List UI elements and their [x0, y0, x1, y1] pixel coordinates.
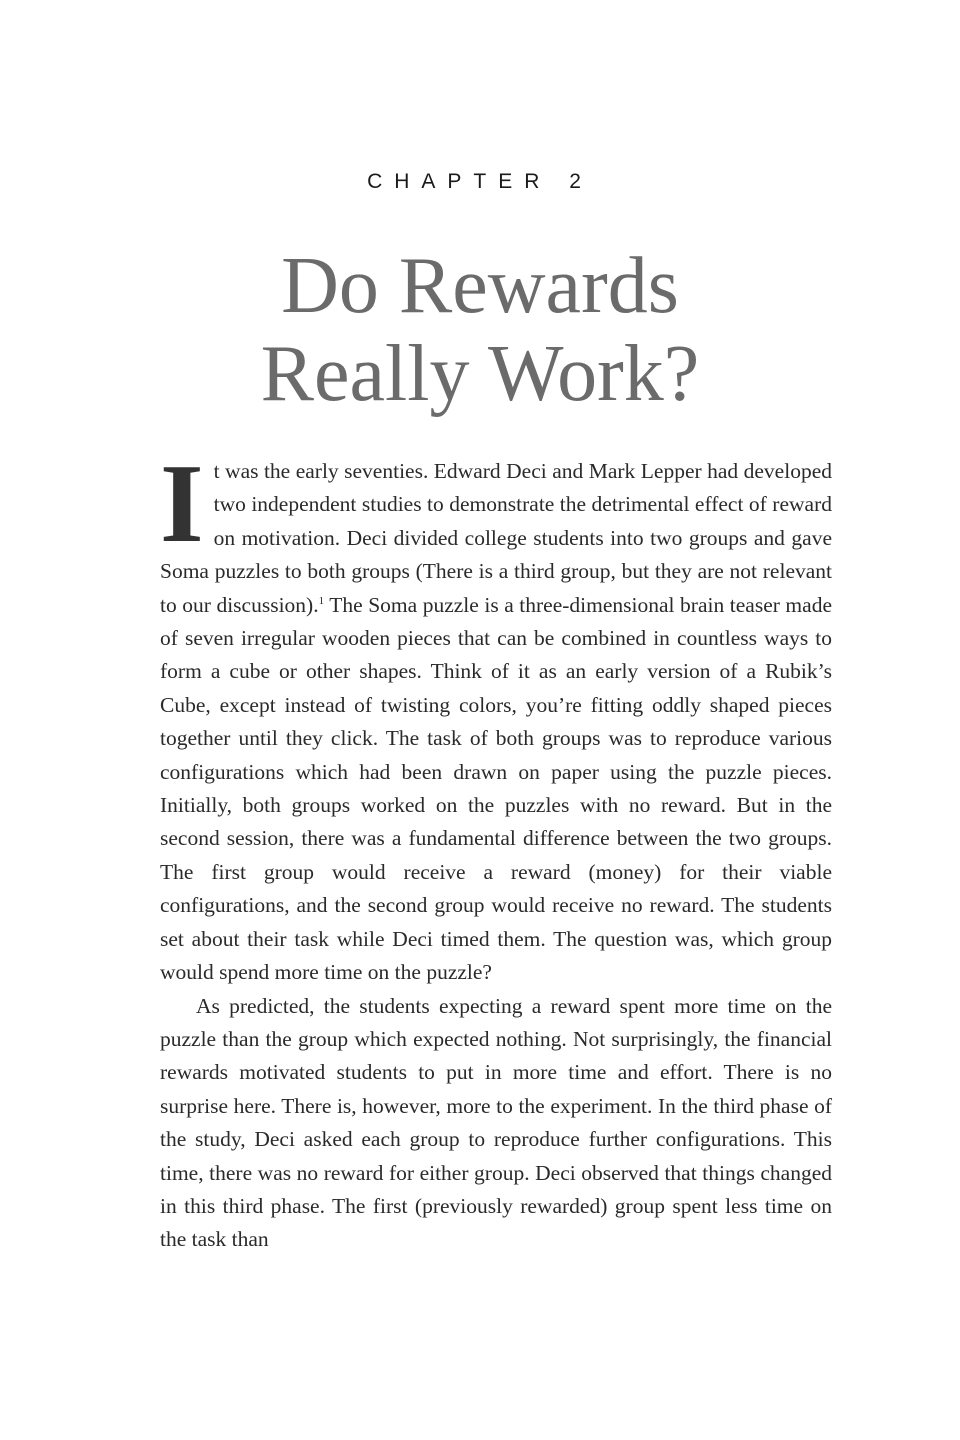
- paragraph-1: [160, 442, 832, 990]
- paragraph-1-text-start: t was the early seventies. Edward Deci and Mark Lepper had developed two independent studies to demonstrate the detrimental effect of reward on motivation. Deci divided college students into two groups and gave Soma puzzles to both groups (There is a third group, but they are not relevant to our discussion).: [160, 459, 832, 617]
- drop-cap: I: [160, 442, 204, 566]
- chapter-label: CHAPTER 2: [367, 170, 593, 193]
- footnote-reference[interactable]: 1: [318, 594, 325, 607]
- chapter-title: [0, 242, 960, 418]
- paragraph-1-text-end: The Soma puzzle is a three-dimensional brain teaser made of seven irregular wooden pieces that can be combined in countless ways to form a cube or other shapes. Think of it as an early version of a Rubik’s Cube, except instead of twisting colors, you’re fitting oddly shaped pieces together until they click. The task of both groups was to reproduce various configurations which had been drawn on paper using the puzzle pieces. Initially, both groups worked on the puzzles with no reward. But in the second session, there was a fundamental difference between the two groups. The first group would receive a reward (money) for their viable configurations, and the second group would receive no reward. The students set about their task while Deci timed them. The question was, which group would spend more time on the puzzle?: [160, 592, 832, 985]
- paragraph-2: As predicted, the students expecting a reward spent more time on the puzzle than the group which expected nothing. Not surprisingly, the financial rewards motivated students to put in more time and effort. There is no surprise here. There is, however, more to the experiment. In the third phase of the study, Deci asked each group to reproduce further configurations. This time, there was no reward for either group. Deci observed that things changed in this third phase. The first (previously rewarded) group spent less time on the task than: [160, 993, 832, 1252]
- body-text: [160, 442, 832, 1257]
- chapter-title-line-2: Really Work?: [260, 330, 700, 418]
- chapter-title-line-1: Do Rewards: [281, 242, 679, 330]
